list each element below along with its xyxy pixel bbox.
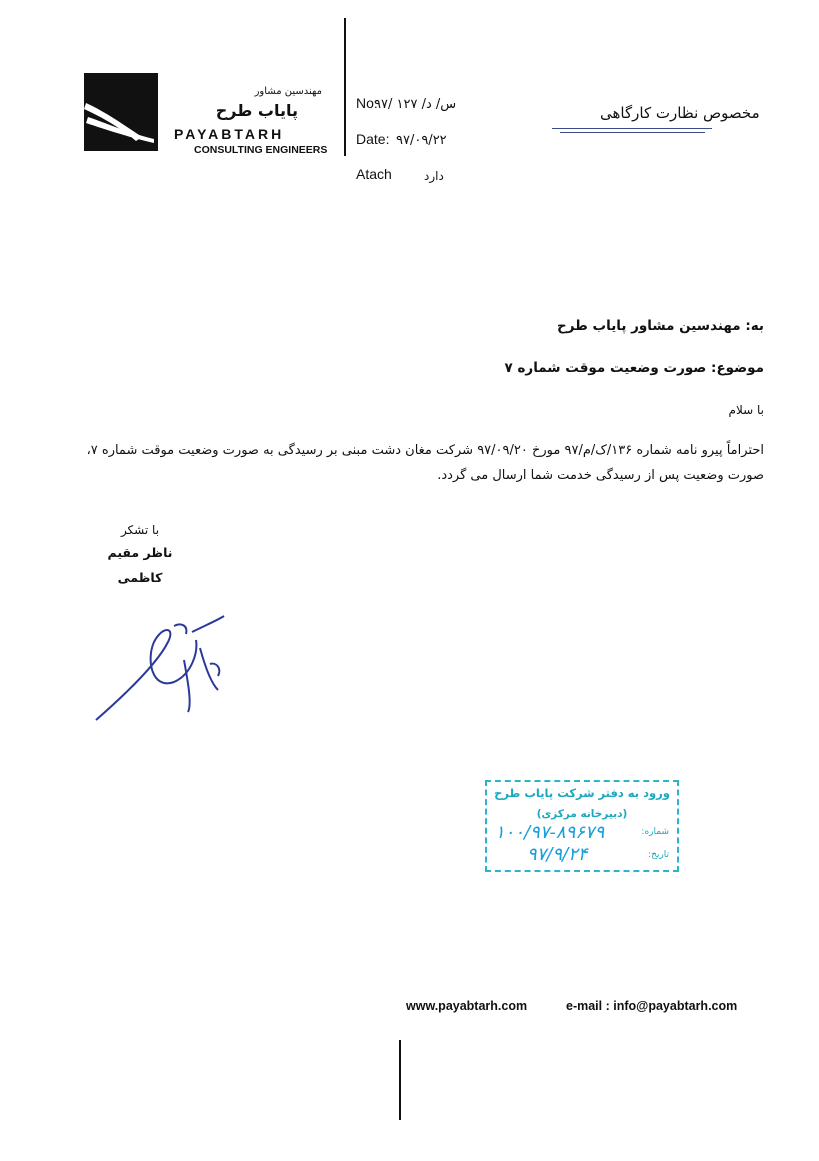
letter-date-value: ۹۷/۰۹/۲۲ [396,133,447,148]
greeting: با سلام [728,403,764,417]
attachment-value: دارد [424,169,444,183]
stamp-number-value: ۱۰۰/۹۷-۸۹۶۷۹ [495,822,605,843]
special-note: مخصوص نظارت کارگاهی [600,104,760,122]
stamp-title: ورود به دفتر شرکت پایاب طرح [494,786,670,800]
attachment-label: Atach [356,166,392,182]
footer-website-link[interactable]: www.payabtarh.com [406,999,528,1013]
footer-email-link[interactable]: e-mail : info@payabtarh.com [566,999,738,1013]
special-note-underline [552,128,712,129]
subject-line: موضوع: صورت وضعیت موقت شماره ۷ [504,360,764,376]
payabtarh-logo-icon [84,73,158,151]
stamp-subtitle: (دبیرخانه مرکزی) [536,808,628,820]
signer-name: کاظمی [117,570,163,585]
company-name-fa: پایاب طرح [215,101,298,120]
letter-number-value: ۹۷/ س/ د/ ۱۲۷ [374,97,457,112]
recipient-line: به: مهندسین مشاور پایاب طرح [557,318,764,334]
footer-divider [399,1040,401,1120]
stamp-number-label: شماره: [641,827,669,837]
special-note-underline [560,132,705,133]
company-logo [84,73,158,151]
letter-number-label: No: [356,95,378,111]
letter-body: احتراماً پیرو نامه شماره ۱۳۶/ک/م/۹۷ مورخ ۹۷/۰۹/۲۰ شرکت مغان دشت مبنی بر رسیدگی به صورت وضعیت موقت شماره ۷، صورت وضعیت پس از رسیدگی خدمت شما ارسال می گردد. [86,443,764,483]
handwritten-signature-icon [88,612,238,727]
company-name-en: PAYABTARH [174,126,285,142]
letter-date-label: Date: [356,131,390,147]
company-engineers-fa: مهندسین مشاور [254,86,322,97]
signature [88,612,238,727]
closing-thanks: با تشکر [120,523,160,537]
stamp-date-value: ۹۷/۹/۲۴ [527,844,588,865]
company-subtitle-en: CONSULTING ENGINEERS [194,144,328,156]
stamp-date-label: تاریخ: [648,850,669,860]
header-divider [344,18,346,156]
signer-title: ناظر مقیم [107,545,173,560]
receipt-stamp [485,780,679,872]
